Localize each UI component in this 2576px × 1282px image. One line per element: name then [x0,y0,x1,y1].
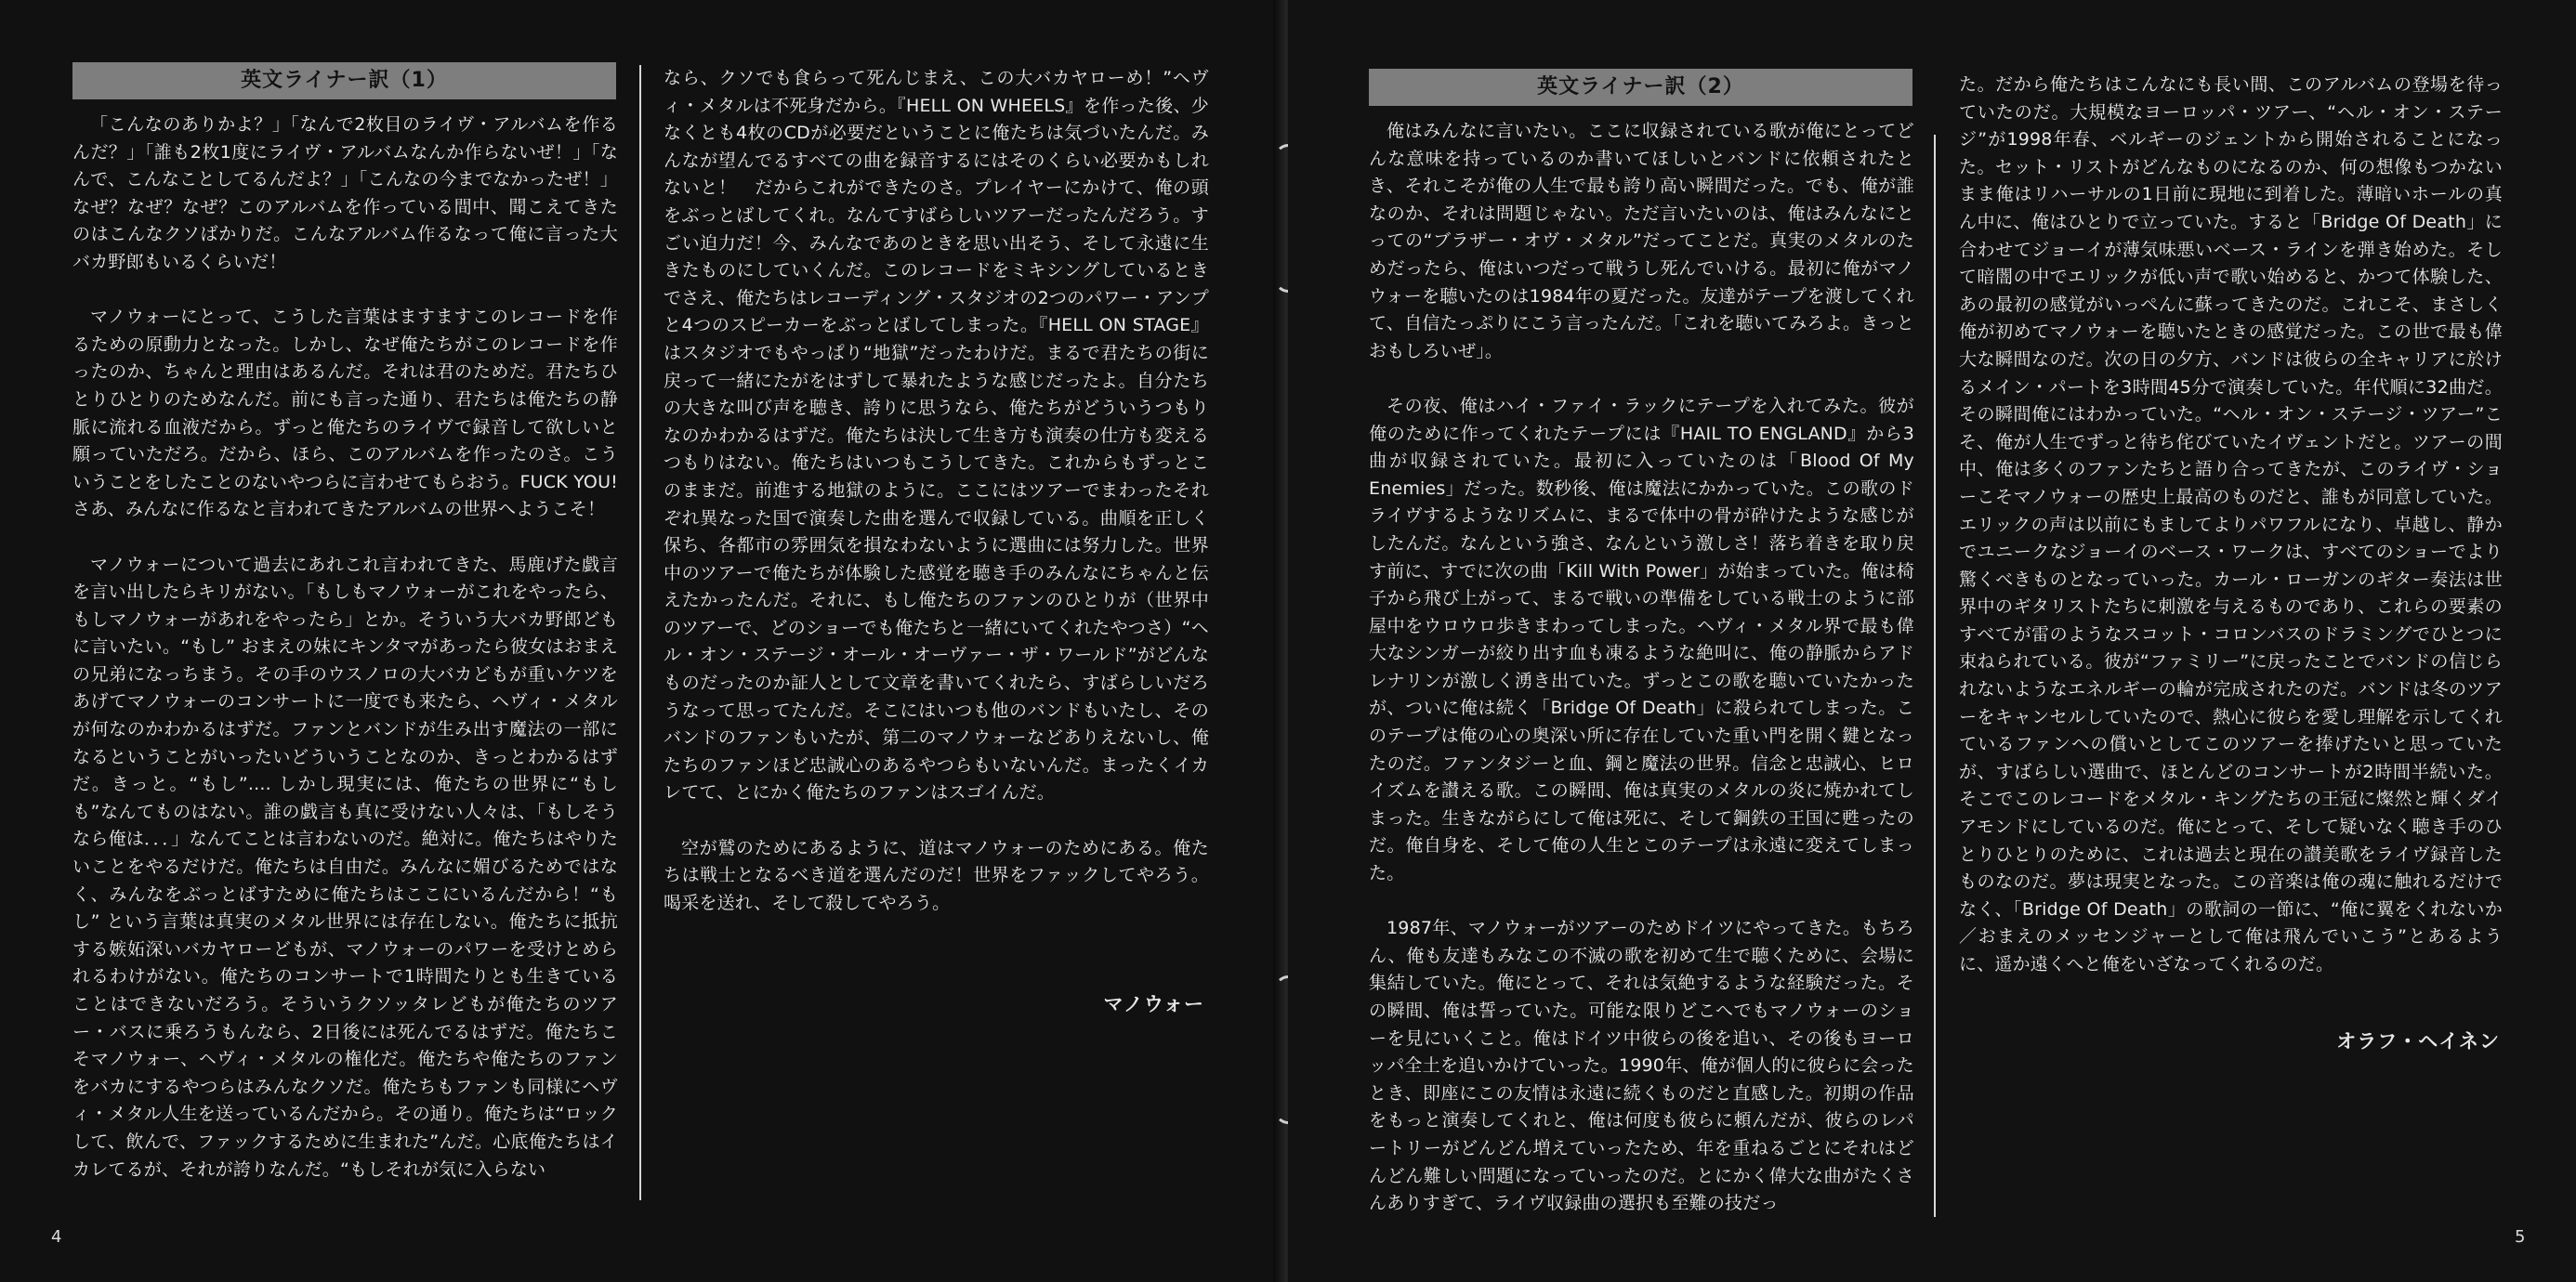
page-number-right: 5 [2515,1227,2526,1247]
paragraph: なら、クソでも食らって死んじまえ、この大バカヤローめ！”ヘヴィ・メタルは不死身だから。『HELL ON WHEELS』を作った後、少なくとも4枚のCDが必要だということに俺たちは気づいたんだ。みんなが望んでるすべての曲を録音するにはそのくらい必要かもしれないと！ だからこれができたのさ。プレイヤーにかけて、俺の頭をぶっとばしてくれ。なんてすばらしいツアーだったんだろう。すごい迫力だ！今、みんなであのときを思い出そう、そして永遠に生きたものにしていくんだ。このレコードをミキシングしているときでさえ、俺たちはレコーディング・スタジオの2つのパワー・アンプと4つのスピーカーをぶっとばしてしまった。『HELL ON STAGE』はスタジオでもやっぱり“地獄”だったわけだ。まるで君たちの街に戻って一緒にたがをはずして暴れたような感じだったよ。自分たちの大きな叫び声を聴き、誇りに思うなら、俺たちがどういうつもりなのかわかるはずだ。俺たちは決して生き方も演奏の仕方も変えるつもりはない。俺たちはいつもこうしてきた。これからもずっとこのままだ。前進する地獄のように。ここにはツアーでまわったそれぞれ異なった国で演奏した曲を選んで収録している。曲順を正しく保ち、各都市の雰囲気を損なわないように選曲には努力した。世界中のツアーで俺たちが体験した感覚を聴き手のみんなにちゃんと伝えたかったんだ。それに、もし俺たちのファンのひとりが（世界中のツアーで、どのショーでも俺たちと一緒にいてくれたやつさ）“ヘル・オン・ステージ・オール・オーヴァー・ザ・ワールド”がどんなものだったのか証人として文章を書いてくれたら、すばらしいだろうなって思ってたんだ。そこにはいつも他のバンドもいたし、そのバンドのファンもいたが、第二のマノウォーなどありえないし、俺たちのファンほど忠誠心のあるやつらもいないんだ。まったくイカレてて、とにかく俺たちのファンはスゴイんだ。 [664,68,1209,804]
paragraph: 空が鷲のためにあるように、道はマノウォーのためにある。俺たちは戦士となるべき道を選んだのだ！世界をファックしてやろう。喝采を送れ、そして殺してやろう。 [664,837,1209,913]
paragraph: マノウォーにとって、こうした言葉はますますこのレコードを作るための原動力となった。しかし、なぜ俺たちがこのレコードを作ったのか、ちゃんと理由はあるんだ。それは君のためだ。君たちひとりひとりのためなんだ。前にも言った通り、君たちは俺たちの静脈に流れる血液だから。ずっと俺たちのライヴで録音して欲しいと願っていただろ。だから、ほら、このアルバムを作ったのさ。こういうことをしたことのないやつらに言わせてもらおう。FUCK YOU! さあ、みんなに作るなと言われてきたアルバムの世界へようこそ！ [72,307,637,520]
section-title-right: 英文ライナー訳（2） [1369,69,1912,106]
paragraph: その夜、俺はハイ・ファイ・ラックにテープを入れてみた。彼が俺のために作ってくれたテープには『HAIL TO ENGLAND』から3曲が収録されていた。最初に入っていたのは「Blood Of My Enemies」だった。数秒後、俺は魔法にかかっていた。この歌のドライヴするようなリズムに、まるで体中の骨が砕けたような感じがしたんだ。なんという強さ、なんという激しさ！落ち着きを取り戻す前に、すでに次の曲「Kill With Power」が始まっていた。俺は椅子から飛び上がって、まるで戦いの準備をしている戦士のように部屋中をウロウロ歩きまわってしまった。ヘヴィ・メタル界で最も偉大なシンガーが絞り出す血も凍るような絶叫に、俺の静脈からアドレナリンが激しく湧き出ていた。ずっとこの歌を聴いていたかったが、ついに俺は続く「Bridge Of Death」に殺られてしまった。このテープは俺の心の奥深い所に存在していた重い門を開く鍵となったのだ。ファンタジーと血、鋼と魔法の世界。信念と忠誠心、ヒロイズムを讃える歌。この瞬間、俺は真実のメタルの炎に焼かれてしまった。生きながらにして俺は死に、そして鋼鉄の王国に甦ったのだ。俺自身を、そして俺の人生とこのテープは永遠に変えてしまった。 [1369,395,1921,884]
paragraph: 1987年、マノウォーがツアーのためドイツにやってきた。もちろん、俺も友達もみなこの不滅の歌を初めて生で聴くために、会場に集結していた。俺にとって、それは気絶するような経験だった。その瞬間、俺は誓っていた。可能な限りどこへでもマノウォーのショーを見にいくこと。俺はドイツ中彼らの後を追い、その後もヨーロッパ全土を追いかけていった。1990年、俺が個人的に彼らに会ったとき、即座にこの友情は永遠に続くものだと直感した。初期の作品をもっと演奏してくれと、俺は何度も彼らに頼んだが、彼らのレパートリーがどんどん増えていったため、年を重ねるごとにそれはどんどん難しい問題になっていったのだ。とにかく偉大な曲がたくさんありすぎて、ライヴ収録曲の選択も至難の技だっ [1369,918,1914,1214]
page-number-left: 4 [51,1227,62,1247]
paragraph: た。だから俺たちはこんなにも長い間、このアルバムの登場を待っていたのだ。大規模なヨーロッパ・ツアー、“ヘル・オン・ステージ”が1998年春、ベルギーのジェントから開始されることになった。セット・リストがどんなものになるのか、何の想像もつかないまま俺はリハーサルの1日前に現地に到着した。薄暗いホールの真ん中に、俺はひとりで立っていた。すると「Bridge Of Death」に合わせてジョーイが薄気味悪いベース・ラインを弾き始めた。そして暗闇の中でエリックが低い声で歌い始めると、かつて体験した、あの最初の感覚がいっぺんに蘇ってきたのだ。これこそ、まさしく俺が初めてマノウォーを聴いたときの感覚だった。この世で最も偉大な瞬間なのだ。次の日の夕方、バンドは彼らの全キャリアに於けるメイン・パートを3時間45分で演奏していた。年代順に32曲だ。その瞬間俺にはわかっていた。“ヘル・オン・ステージ・ツアー”こそ、俺が人生でずっと待ち侘びていたイヴェントだと。ツアーの間中、俺は多くのファンたちと語り合ってきたが、このライヴ・ショーこそマノウォーの歴史上最高のものだと、誰もが同意していた。エリックの声は以前にもましてよりパワフルになり、卓越し、静かでユニークなジョーイのベース・ワークは、すべてのショーでより驚くべきものとなっていった。カール・ローガンのギター奏法は世界中のギタリストたちに刺激を与えるものであり、これらの要素のすべてが雷のようなスコット・コロンバスのドラミングでひとつに束ねられている。彼が“ファミリー”に戻ったことでバンドの信じられないようなエネルギーの輪が完成されたのだ。バンドは冬のツアーをキャンセルしていたので、熱心に彼らを愛し理解を示してくれているファンへの償いとしてこのツアーを捧げたいと思っていたが、すばらしい選曲で、ほとんどのコンサートが2時間半続いた。そこでこのレコードをメタル・キングたちの王冠に燦然と輝くダイアモンドにしているのだ。俺にとって、そして疑いなく聴き手のひとりひとりのために、これは過去と現在の讃美歌をライヴ録音したものなのだ。夢は現実となった。この音楽は俺の魂に触れるだけでなく、「Bridge Of Death」の歌詞の一節に、“俺に翼をくれないか／おまえのメッセンジャーとして俺は飛んでいこう”とあるように、遥か遠くへと俺をいざなってくれるのだ。 [1959,74,2503,975]
signature-manowar: マノウォー [1103,993,1204,1015]
paragraph: 「こんなのありかよ？」「なんで2枚目のライヴ・アルバムを作るんだ？」「誰も2枚1度にライヴ・アルバムなんか作らないぜ！」「なんで、こんなことしてるんだよ？」「こんなの今までなかったぜ！」なぜ？なぜ？なぜ？このアルバムを作っている間中、聞こえてきたのはこんなクソばかりだ。こんなアルバム作るなって俺に言った大バカ野郎もいるくらいだ！ [72,114,618,272]
left-column-2 [664,65,1209,994]
right-column-2 [1959,72,2503,1001]
section-title-left: 英文ライナー訳（1） [72,62,616,99]
left-column-1 [72,111,637,1208]
paragraph: 俺はみんなに言いたい。ここに収録されている歌が俺にとってどんな意味を持っているのか書いてほしいとバンドに依頼されたとき、それこそが俺の人生で最も誇り高い瞬間だった。でも、俺が誰なのか、それは問題じゃない。ただ言いたいのは、俺はみんなにとっての“ブラザー・オヴ・メタル”だってことだ。真実のメタルのためだったら、俺はいつだって戦うし死んでいける。最初に俺がマノウォーを聴いたのは1984年の夏だった。友達がテープを渡してくれて、自信たっぷりにこう言ったんだ。「これを聴いてみろよ。きっとおもしろいぜ」。 [1369,121,1914,361]
right-column-1 [1369,118,1921,1219]
right-page [1288,0,2576,1282]
paragraph: マノウォーについて過去にあれこれ言われてきた、馬鹿げた戯言を言い出したらキリがない。「もしもマノウォーがこれをやったら、もしマノウォーがあれをやったら」とか。そういう大バカ野郎どもに言いたい。“もし” おまえの妹にキンタマがあったら彼女はおまえの兄弟になっちまう。その手のウスノロの大バカどもが重いケツをあげてマノウォーのコンサートに一度でも来たら、ヘヴィ・メタルが何なのかわかるはずだ。ファンとバンドが生み出す魔法の一部になるということがいったいどういうことなのか、きっとわかるはずだ。きっと。“もし”.... しかし現実には、俺たちの世界に“もしも”なんてものはない。誰の戯言も真に受けない人々は、「もしそうなら俺は．．．」なんてことは言わないのだ。絶対に。俺たちはやりたいことをやるだけだ。俺たちは自由だ。みんなに媚びるためではなく、みんなをぶっとばすために俺たちはここにいるんだから！“もし” という言葉は真実のメタル世界には存在しない。俺たちに抵抗する嫉妬深いバカヤローどもが、マノウォーのパワーを受けとめられるわけがない。俺たちのコンサートで1時間たりとも生きていることはできないだろう。そういうクソッタレどもが俺たちのツアー・バスに乗ろうもんなら、2日後には死んでるはずだ。俺たちこそマノウォー、ヘヴィ・メタルの権化だ。俺たちや俺たちのファンをバカにするやつらはみんなクソだ。俺たちもファンも同様にヘヴィ・メタル人生を送っているんだから。その通り。俺たちは“ロックして、飲んで、ファックするために生まれた”んだ。心底俺たちはイカレてるが、それが誇りなんだ。“もしそれが気に入らない [72,554,618,1180]
column-divider [1934,135,1936,1217]
signature-olaf: オラフ・ヘイネン [2336,1030,2500,1053]
column-divider [639,65,641,1200]
